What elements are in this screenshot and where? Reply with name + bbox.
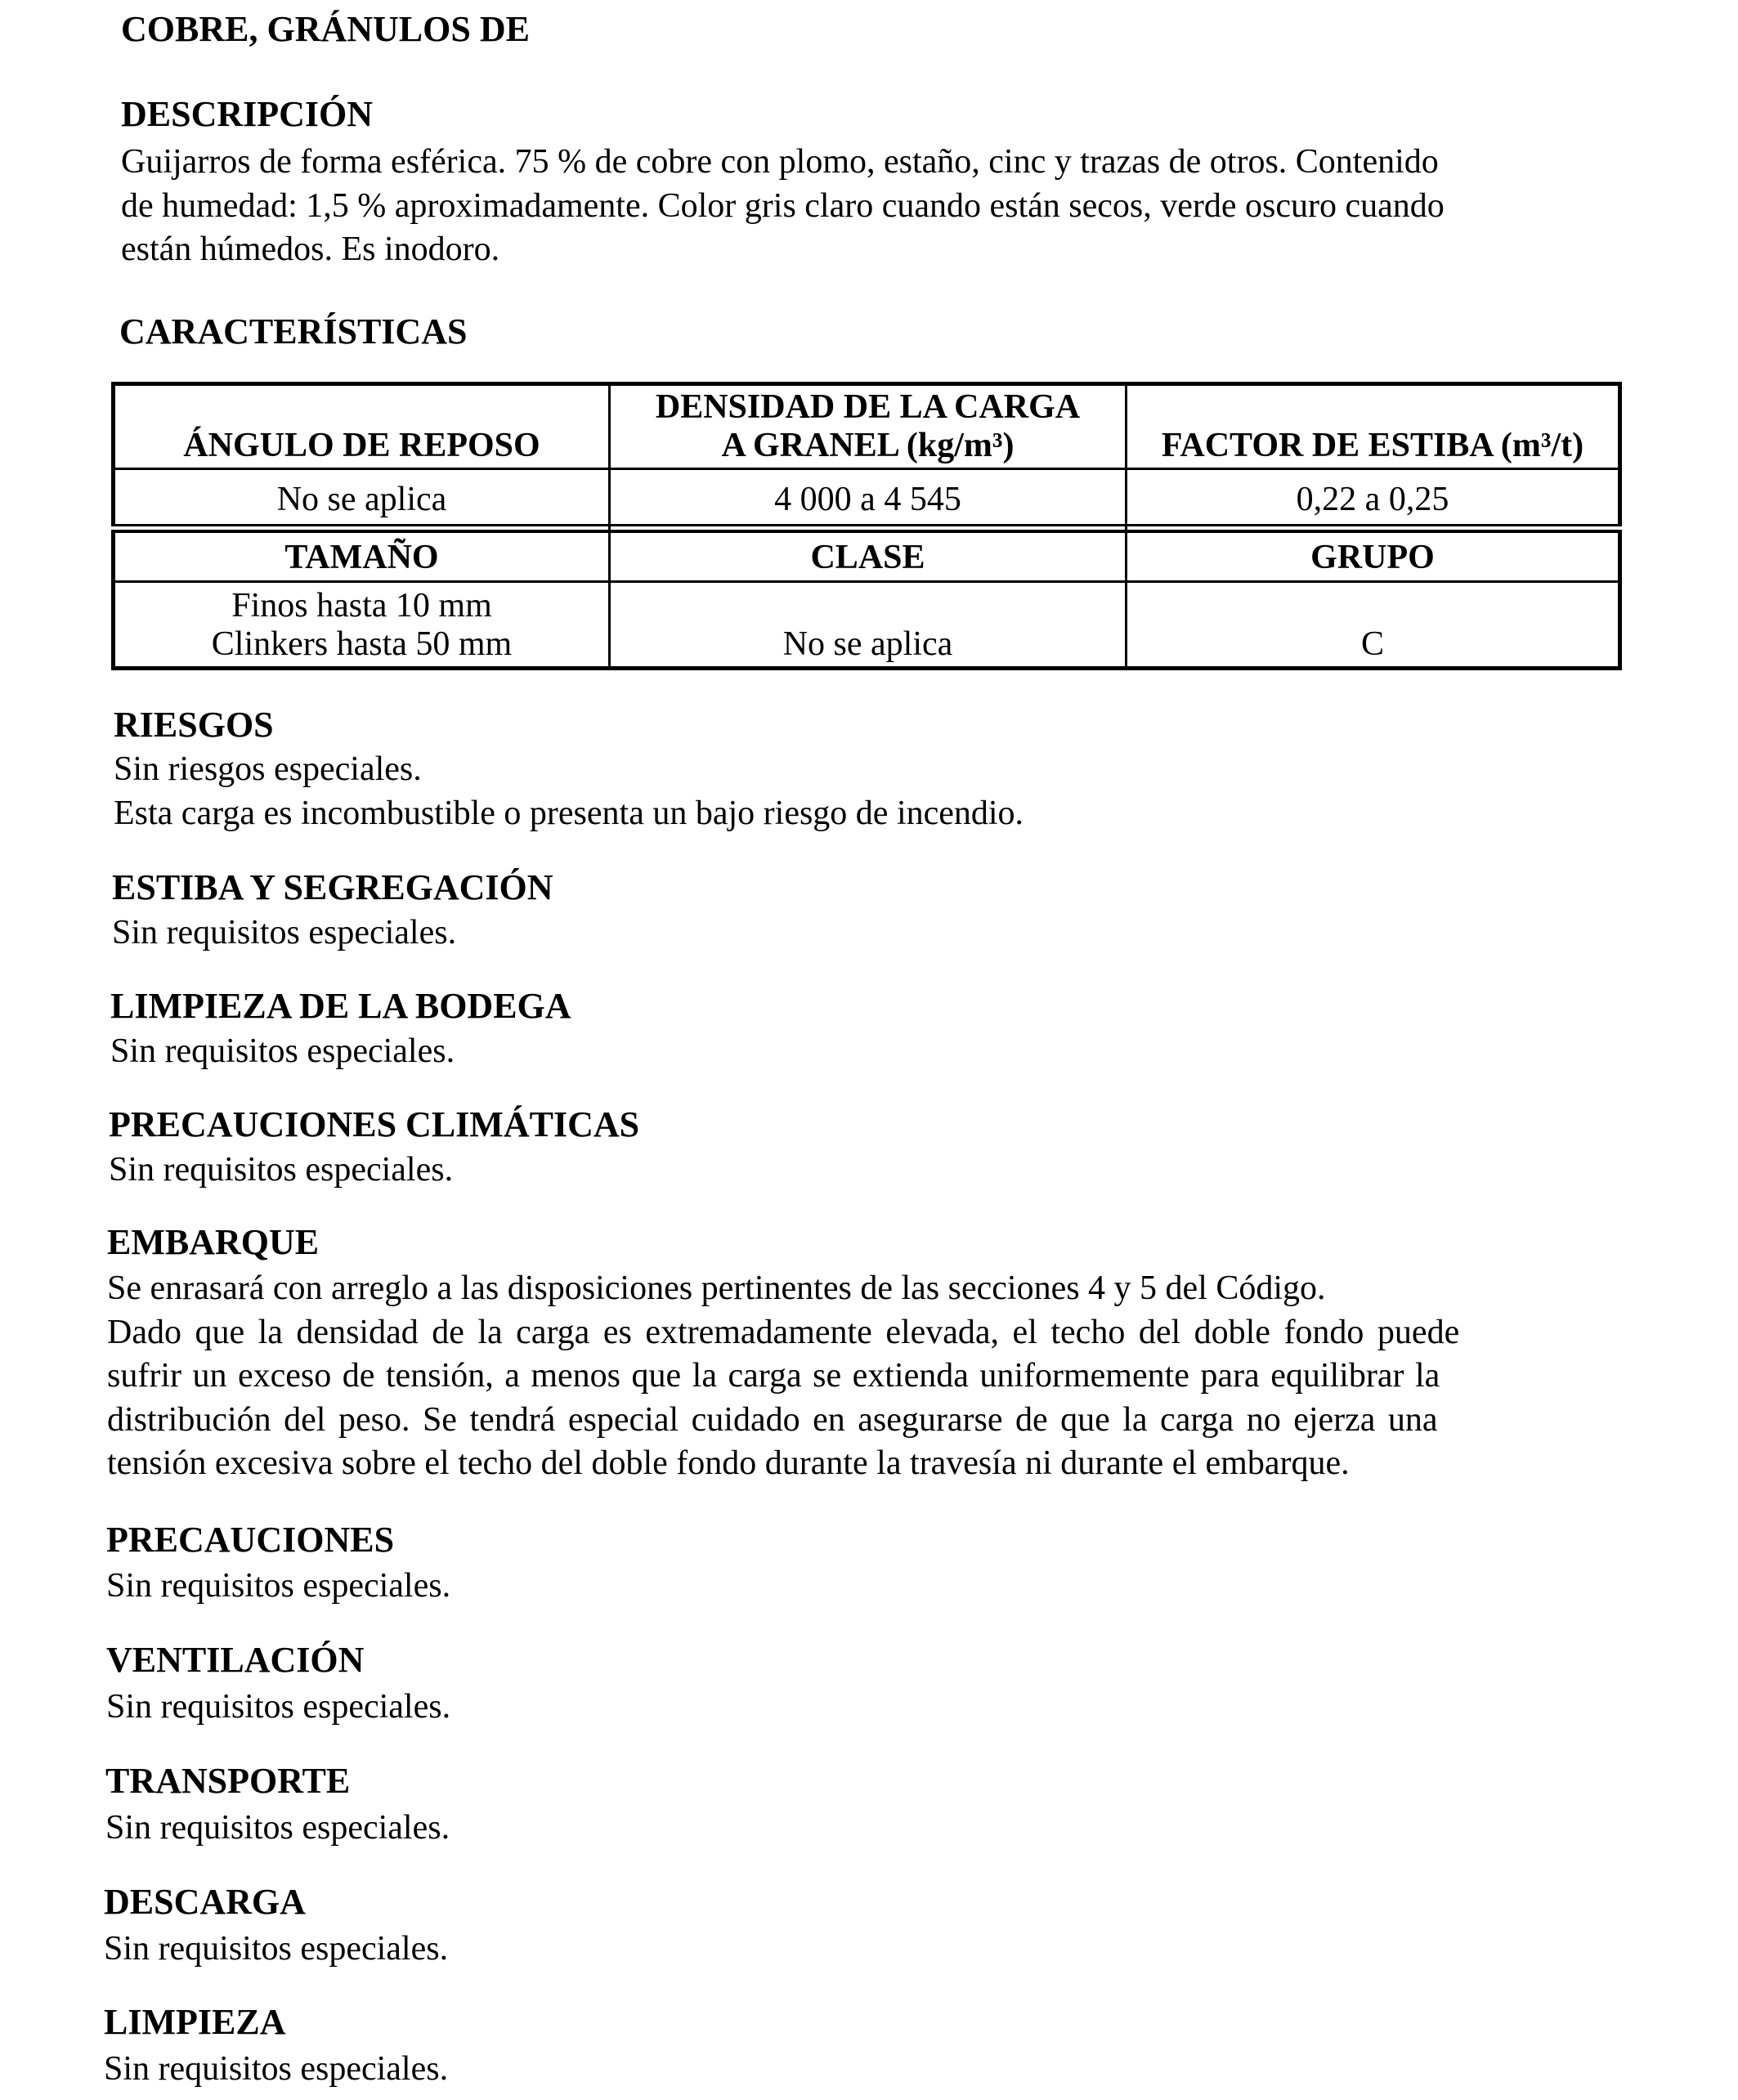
- descripcion-line: están húmedos. Es inodoro.: [121, 231, 500, 268]
- section-heading-precauciones: PRECAUCIONES: [106, 1520, 395, 1560]
- table-header-grupo: GRUPO: [1310, 539, 1435, 576]
- descripcion-line: de humedad: 1,5 % aproximadamente. Color gris claro cuando están secos, verde oscuro cuando: [121, 186, 1445, 225]
- table-value-grupo: C: [1360, 625, 1384, 663]
- table-value-tamano: Clinkers hasta 50 mm: [211, 625, 513, 663]
- section-heading-precauciones-climaticas: PRECAUCIONES CLIMÁTICAS: [109, 1104, 640, 1144]
- descarga-text: Sin requisitos especiales.: [104, 1930, 449, 1968]
- table-value-factor: 0,22 a 0,25: [1296, 481, 1449, 518]
- embarque-text: [107, 1267, 1459, 1486]
- table-header-densidad: DENSIDAD DE LA CARGA: [655, 388, 1081, 426]
- riesgos-line: Sin riesgos especiales.: [114, 750, 422, 788]
- section-heading-limpieza: LIMPIEZA: [104, 2002, 286, 2042]
- descripcion-line: Guijarros de forma esférica. 75 % de cobre con plomo, estaño, cinc y trazas de otros. Contenido: [121, 143, 1439, 181]
- table-header-angulo: ÁNGULO DE REPOSO: [183, 427, 540, 464]
- table-divider: [111, 580, 1622, 583]
- section-heading-caracteristicas: CARACTERÍSTICAS: [119, 311, 468, 351]
- embarque-line: sufrir un exceso de tensión, a menos que la carga se extienda uniformemente para equilibrar la: [107, 1357, 1440, 1395]
- embarque-line: distribución del peso. Se tendrá especial cuidado en asegurarse de que la carga no ejerza una: [107, 1400, 1438, 1439]
- table-header-tamano: TAMAÑO: [284, 539, 439, 576]
- table-header-clase: CLASE: [810, 539, 925, 576]
- characteristics-table: [111, 382, 1622, 670]
- riesgos-text: [114, 748, 1024, 835]
- riesgos-line: Esta carga es incombustible o presenta un bajo riesgo de incendio.: [114, 794, 1024, 832]
- embarque-line: Dado que la densidad de la carga es extremadamente elevada, el techo del doble fondo puede: [107, 1313, 1460, 1351]
- descripcion-text: [121, 141, 1445, 272]
- precauciones-climaticas-text: Sin requisitos especiales.: [109, 1151, 454, 1189]
- estiba-text: Sin requisitos especiales.: [112, 914, 457, 951]
- table-value-tamano: Finos hasta 10 mm: [231, 587, 492, 625]
- table-header-densidad: A GRANEL (kg/m³): [721, 427, 1015, 464]
- table-divider: [111, 468, 1622, 470]
- limpieza-bodega-text: Sin requisitos especiales.: [110, 1032, 455, 1070]
- section-heading-descripcion: DESCRIPCIÓN: [121, 94, 374, 134]
- section-heading-estiba: ESTIBA Y SEGREGACIÓN: [112, 867, 553, 907]
- table-value-densidad: 4 000 a 4 545: [774, 481, 961, 518]
- table-double-divider: [111, 524, 1622, 533]
- section-heading-embarque: EMBARQUE: [107, 1222, 320, 1262]
- transporte-text: Sin requisitos especiales.: [105, 1809, 450, 1847]
- section-heading-ventilacion: VENTILACIÓN: [106, 1640, 365, 1680]
- section-heading-transporte: TRANSPORTE: [105, 1761, 351, 1801]
- table-value-clase: No se aplica: [782, 625, 953, 663]
- embarque-line: tensión excesiva sobre el techo del doble fondo durante la travesía ni durante el embarque.: [107, 1444, 1350, 1482]
- table-header-factor: FACTOR DE ESTIBA (m³/t): [1161, 427, 1584, 464]
- section-heading-limpieza-bodega: LIMPIEZA DE LA BODEGA: [110, 986, 571, 1026]
- table-value-angulo: No se aplica: [276, 481, 447, 518]
- ventilacion-text: Sin requisitos especiales.: [106, 1688, 451, 1726]
- section-heading-descarga: DESCARGA: [104, 1882, 306, 1922]
- document-title: COBRE, GRÁNULOS DE: [121, 9, 530, 49]
- limpieza-text: Sin requisitos especiales.: [104, 2050, 449, 2088]
- embarque-line: Se enrasará con arreglo a las disposiciones pertinentes de las secciones 4 y 5 del Código.: [107, 1269, 1326, 1307]
- section-heading-riesgos: RIESGOS: [114, 705, 274, 745]
- precauciones-text: Sin requisitos especiales.: [106, 1567, 451, 1605]
